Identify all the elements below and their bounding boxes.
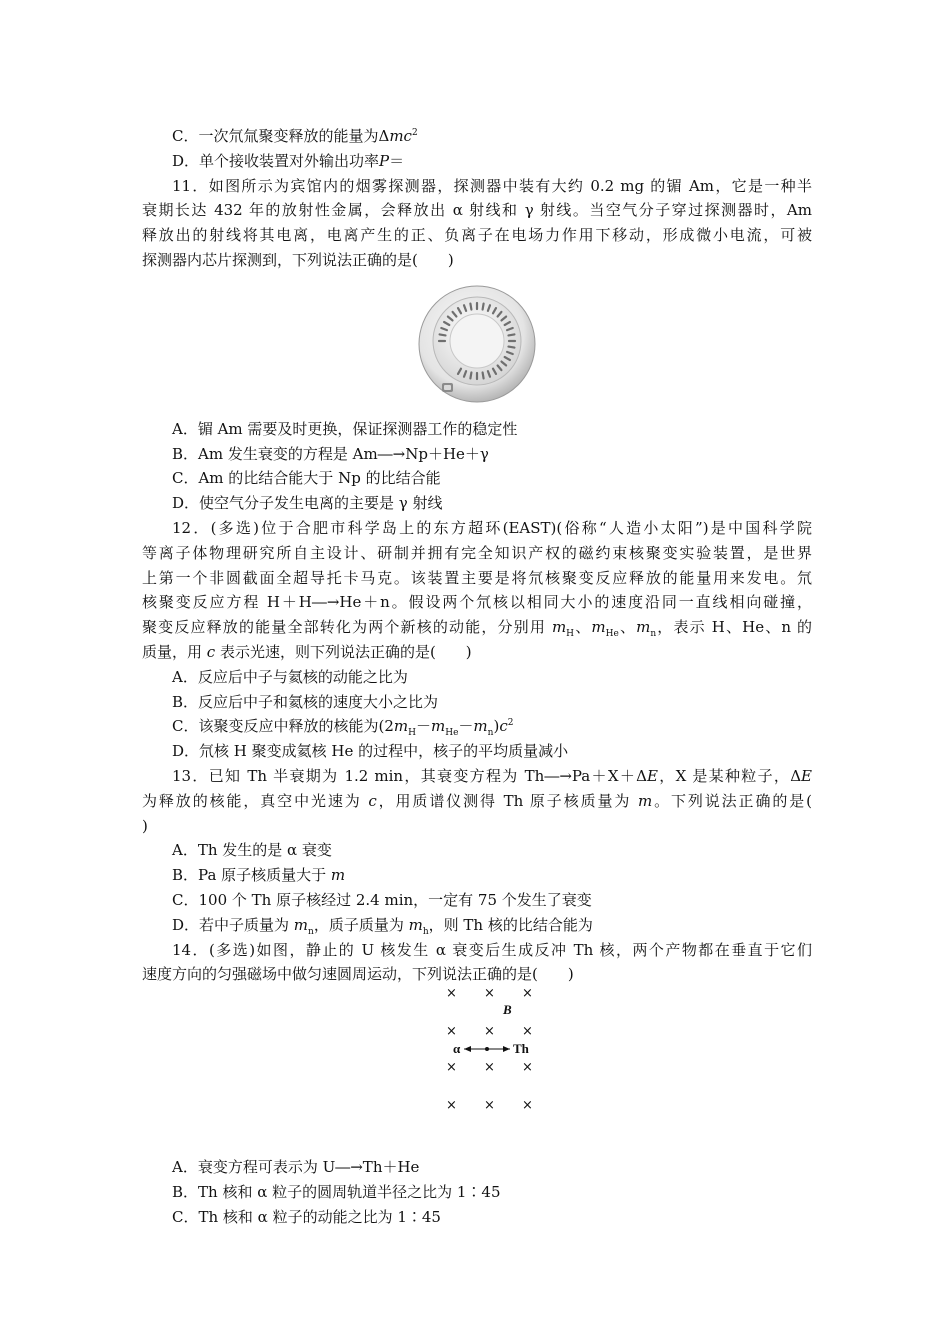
q14-line-1: 14．(多选)如图，静止的 U 核发生 α 衰变后生成反冲 Th 核，两个产物都在垂直于它们 [172, 940, 812, 959]
q14-option-a[interactable]: A．衰变方程可表示为 U―→Th＋He [172, 1158, 420, 1177]
velocity-arrows-icon [462, 1042, 512, 1056]
vent-slot [470, 303, 471, 309]
q13-option-a[interactable]: A．Th 发生的是 α 衰变 [172, 841, 332, 860]
field-cross-mark: × [484, 986, 495, 1002]
q12-line-2: 等离子体物理研究所自主设计、研制并拥有完全知识产权的磁约束核聚变实验装置，是世界 [142, 543, 812, 562]
q13-line-3: ) [142, 816, 148, 835]
field-cross-mark: × [522, 1098, 533, 1114]
magnetic-field-figure [142, 987, 812, 1135]
field-cross-mark: × [522, 1024, 533, 1040]
q11-option-c[interactable]: C．Am 的比结合能大于 Np 的比结合能 [172, 469, 441, 488]
document-page [142, 124, 812, 1230]
q12-line-3: 上第一个非圆截面全超导托卡马克。该装置主要是将氘核聚变反应释放的能量用来发电。氘 [142, 568, 812, 587]
q14-stem [142, 938, 812, 988]
q13-option-d[interactable]: D．若中子质量为 $m_n$，质子质量为 $m_h$，则 Th 核的比结合能为 [172, 915, 593, 937]
field-cross-mark: × [446, 1098, 457, 1114]
vent-slot [509, 334, 515, 335]
smoke-detector-icon [412, 279, 542, 409]
q10-option-d[interactable]: D．单个接收装置对外输出功率P＝ [172, 151, 405, 170]
vent-slot [483, 372, 484, 378]
q12-line-4: 核聚变反应方程 H＋H―→He＋n。假设两个氘核以相同大小的速度沿同一直线相向碰撞， [142, 593, 812, 612]
q13-line-2: 为释放的核能，真空中光速为 c，用质谱仪测得 Th 原子核质量为 m。下列说法正确的是( [142, 791, 812, 810]
alpha-particle-label: α [453, 1041, 461, 1057]
q12-line-1: 12．(多选)位于合肥市科学岛上的东方超环(EAST)(俗称“人造小太阳”)是中国科学院 [172, 518, 813, 537]
q12-stem [142, 516, 812, 665]
field-cross-mark: × [522, 986, 533, 1002]
q14-option-c[interactable]: C．Th 核和 α 粒子的动能之比为 1∶45 [172, 1207, 441, 1226]
q12-option-a[interactable]: A．反应后中子与氦核的动能之比为 [172, 667, 408, 686]
q13-option-b[interactable]: B．Pa 原子核质量大于 m [172, 866, 346, 885]
q12-option-c[interactable]: C．该聚变反应中释放的核能为$(2m_H-m_{He}-m_n)c^2$ [172, 717, 514, 739]
field-label-b: B [503, 1002, 512, 1018]
q13-option-c[interactable]: C．100 个 Th 原子核经过 2.4 min，一定有 75 个发生了衰变 [172, 890, 592, 909]
q14-option-b[interactable]: B．Th 核和 α 粒子的圆周轨道半径之比为 1∶45 [172, 1182, 501, 1201]
q10-option-c[interactable]: C．一次氘氚聚变释放的能量为Δmc$^2$ [172, 127, 418, 145]
vent-slot [440, 334, 446, 335]
q11-line-4: 探测器内芯片探测到，下列说法正确的是( ) [142, 250, 454, 269]
vent-slot [509, 346, 515, 347]
q11-line-1: 11．如图所示为宾馆内的烟雾探测器，探测器中装有大约 0.2 mg 的镅 Am，它是一种半 [172, 176, 812, 195]
field-cross-mark: × [484, 1024, 495, 1040]
field-cross-mark: × [446, 986, 457, 1002]
q13-stem [142, 764, 812, 838]
q13-line-1: 13．已知 Th 半衰期为 1.2 min，其衰变方程为 Th―→Pa＋X＋ΔE，X 是某种粒子，ΔE [172, 766, 812, 785]
thorium-nucleus-label: Th [513, 1041, 529, 1057]
q14-line-2: 速度方向的匀强磁场中做匀速圆周运动，下列说法正确的是( ) [142, 965, 574, 984]
vent-slot [483, 303, 484, 309]
field-cross-mark: × [484, 1060, 495, 1076]
smoke-detector-figure [142, 279, 812, 409]
field-cross-mark: × [446, 1024, 457, 1040]
q11-stem [142, 174, 812, 273]
q12-option-d[interactable]: D．氘核 H 聚变成氦核 He 的过程中，核子的平均质量减小 [172, 742, 569, 761]
q11-option-a[interactable]: A．镅 Am 需要及时更换，保证探测器工作的稳定性 [172, 419, 518, 438]
q11-option-b[interactable]: B．Am 发生衰变的方程是 Am―→Np＋He＋γ [172, 444, 489, 463]
field-cross-mark: × [522, 1060, 533, 1076]
q11-line-3: 释放出的射线将其电离，电离产生的正、负离子在电场力作用下移动，形成微小电流，可被 [142, 226, 812, 245]
q11-option-d[interactable]: D．使空气分子发生电离的主要是 γ 射线 [172, 494, 443, 513]
q12-option-b[interactable]: B．反应后中子和氦核的速度大小之比为 [172, 692, 439, 711]
q12-line-5: 聚变反应释放的能量全部转化为两个新核的动能，分别用 $m_H$、$m_{He}$、$m_n$，表示 H、He、n 的 [142, 618, 812, 640]
q12-line-6: 质量，用 c 表示光速，则下列说法正确的是( ) [142, 642, 472, 661]
q11-line-2: 衰期长达 432 年的放射性金属，会释放出 α 射线和 γ 射线。当空气分子穿过探测器时，Am [142, 201, 812, 220]
field-cross-mark: × [484, 1098, 495, 1114]
vent-slot [470, 372, 471, 378]
field-cross-mark: × [446, 1060, 457, 1076]
